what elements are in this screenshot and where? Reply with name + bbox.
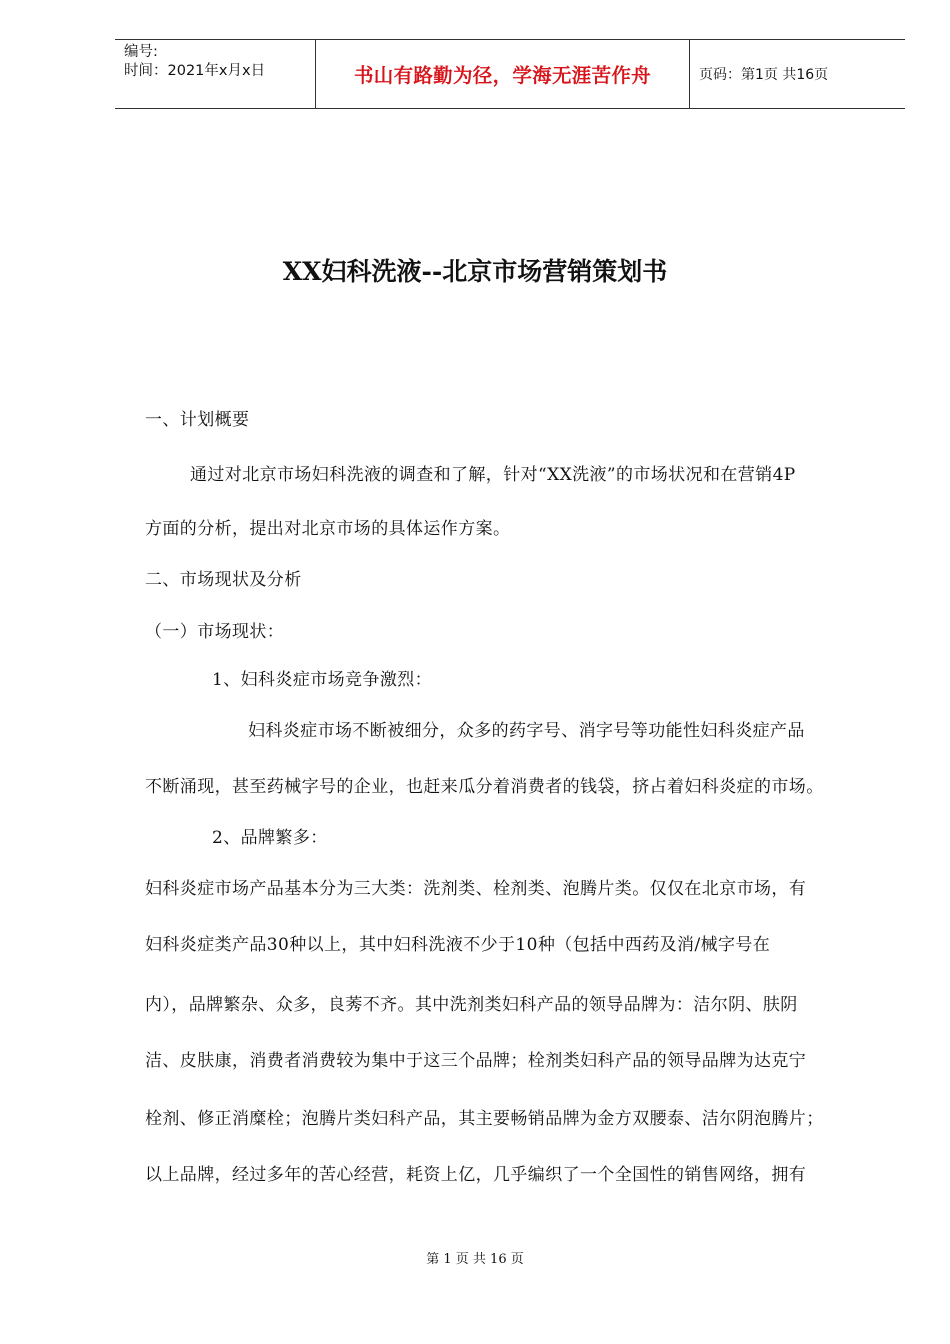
header-page-info <box>690 40 905 108</box>
motto-text: 书山有路勤为径，学海无涯苦作舟 <box>353 64 651 87</box>
paragraph-line: 栓剂、修正消糜栓；泡腾片类妇科产品，其主要畅销品牌为金方双腰泰、洁尔阴泡腾片； <box>145 1109 824 1129</box>
header-motto <box>316 40 690 108</box>
time-label: 时间：2021年x月x日 <box>124 63 266 79</box>
list-item-heading: 2、品牌繁多： <box>212 828 328 848</box>
section-heading-1: 一、计划概要 <box>145 410 250 430</box>
document-title: XX妇科洗液--北京市场营销策划书 <box>282 257 668 286</box>
code-label: 编号: <box>124 44 158 60</box>
subsection-heading: （一）市场现状： <box>145 622 285 642</box>
footer-page-number: 第 1 页 共 16 页 <box>426 1252 524 1267</box>
paragraph-line: 通过对北京市场妇科洗液的调查和了解，针对“XX洗液”的市场状况和在营销4P <box>190 465 796 485</box>
paragraph-line: 妇科炎症市场产品基本分为三大类：洗剂类、栓剂类、泡腾片类。仅仅在北京市场，有 <box>145 879 807 899</box>
paragraph-line: 不断涌现，甚至药械字号的企业，也赶来瓜分着消费者的钱袋，挤占着妇科炎症的市场。 <box>145 777 824 797</box>
page-footer <box>0 1248 950 1267</box>
section-heading-2: 二、市场现状及分析 <box>145 570 302 590</box>
paragraph-line: 洁、皮肤康，消费者消费较为集中于这三个品牌；栓剂类妇科产品的领导品牌为达克宁 <box>145 1051 807 1071</box>
header-meta <box>115 40 316 108</box>
page-info-text: 页码：第1页 共16页 <box>699 67 829 83</box>
paragraph-line: 妇科炎症市场不断被细分，众多的药字号、消字号等功能性妇科炎症产品 <box>248 721 805 741</box>
page-header <box>115 39 905 109</box>
paragraph-line: 妇科炎症类产品30种以上，其中妇科洗液不少于10种（包括中西药及消/械字号在 <box>145 935 771 955</box>
paragraph-line: 方面的分析，提出对北京市场的具体运作方案。 <box>145 519 511 539</box>
paragraph-line: 内），品牌繁杂、众多，良莠不齐。其中洗剂类妇科产品的领导品牌为：洁尔阴、肤阴 <box>145 995 798 1015</box>
paragraph-line: 以上品牌，经过多年的苦心经营，耗资上亿，几乎编织了一个全国性的销售网络，拥有 <box>145 1165 807 1185</box>
list-item-heading: 1、妇科炎症市场竞争激烈： <box>212 670 433 690</box>
